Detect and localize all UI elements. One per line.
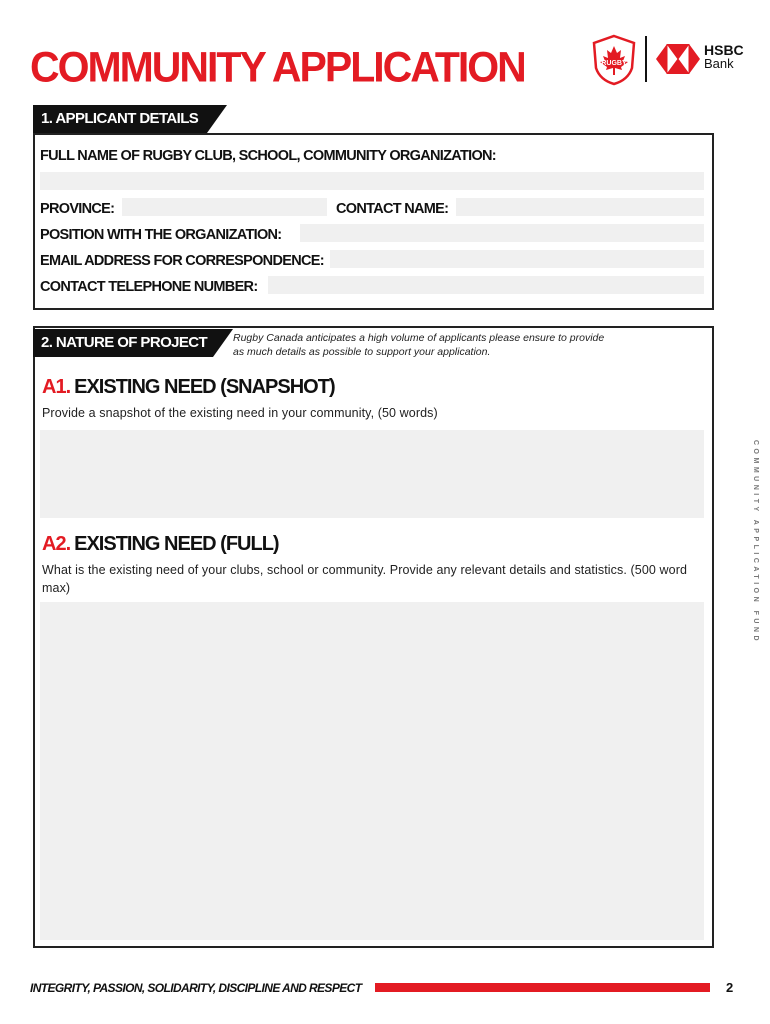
section-tab-nature-of-project: 2. NATURE OF PROJECT [33, 329, 213, 357]
hsbc-wordmark [704, 43, 744, 71]
footer-motto: INTEGRITY, PASSION, SOLIDARITY, DISCIPLINE AND RESPECT [30, 981, 362, 995]
page-title: COMMUNITY APPLICATION [30, 42, 525, 92]
a1-number: A1. [42, 376, 71, 398]
contact-name-field[interactable] [456, 198, 704, 216]
org-name-field[interactable] [40, 172, 704, 190]
a1-heading [42, 376, 335, 399]
rugby-canada-logo [590, 34, 638, 86]
footer-red-bar [375, 983, 710, 992]
province-label: PROVINCE: [40, 201, 115, 217]
hsbc-sub: Bank [704, 56, 734, 71]
hsbc-brand: HSBC [704, 42, 744, 58]
province-field[interactable] [122, 198, 327, 216]
rugby-logo-text: RUGBY [601, 60, 627, 67]
a1-description: Provide a snapshot of the existing need in your community, (50 words) [42, 406, 438, 420]
a2-heading [42, 533, 279, 556]
contact-name-label: CONTACT NAME: [336, 201, 449, 217]
a1-snapshot-field[interactable] [40, 430, 704, 518]
section-note: Rugby Canada anticipates a high volume of applicants please ensure to provide as much details as possible to support your application. [233, 332, 605, 358]
page-number: 2 [726, 980, 734, 995]
sidebar-fund-text: COMMUNITY APPLICATION FUND [752, 440, 759, 645]
hsbc-hexagon-icon [656, 44, 700, 74]
a2-full-field[interactable] [40, 602, 704, 940]
email-field[interactable] [330, 250, 704, 268]
phone-label: CONTACT TELEPHONE NUMBER: [40, 279, 258, 295]
position-label: POSITION WITH THE ORGANIZATION: [40, 227, 282, 243]
a2-description: What is the existing need of your clubs, school or community. Provide any relevant details and statistics. (500 word max) [42, 563, 688, 595]
section-tab-applicant-details: 1. APPLICANT DETAILS [33, 105, 207, 133]
logo-divider [645, 36, 647, 82]
a2-number: A2. [42, 533, 71, 555]
position-field[interactable] [300, 224, 704, 242]
email-label: EMAIL ADDRESS FOR CORRESPONDENCE: [40, 253, 324, 269]
a2-title: EXISTING NEED (FULL) [74, 533, 279, 555]
org-name-label: FULL NAME OF RUGBY CLUB, SCHOOL, COMMUNITY ORGANIZATION: [40, 148, 496, 164]
phone-field[interactable] [268, 276, 704, 294]
a1-title: EXISTING NEED (SNAPSHOT) [74, 376, 335, 398]
